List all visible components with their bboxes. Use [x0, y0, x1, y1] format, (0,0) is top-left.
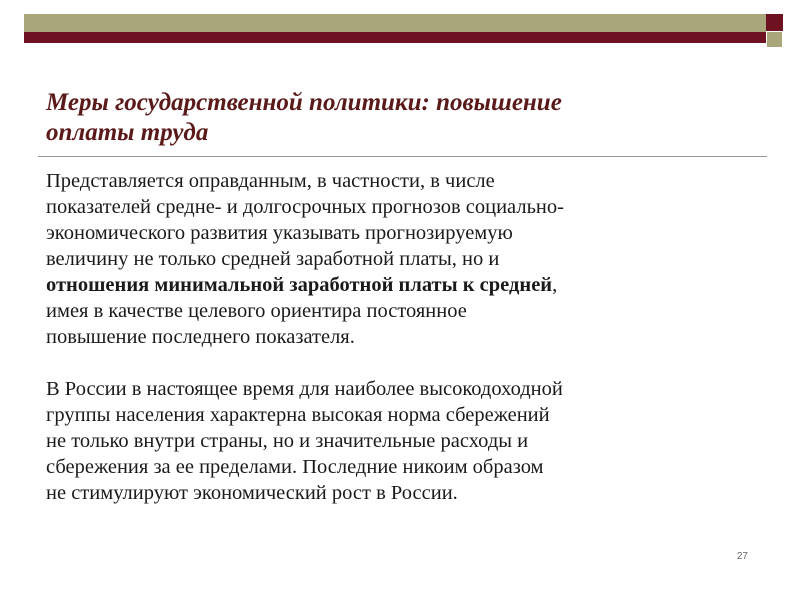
slide-title [46, 88, 746, 148]
p2-line: В России в настоящее время для наиболее высокодоходной [46, 378, 563, 400]
corner-square-maroon [766, 14, 783, 31]
emphasis-text: отношения минимальной заработной платы к средней [46, 274, 553, 296]
p1-line: экономического развития указывать прогнозируемую [46, 222, 513, 244]
p2-line: не только внутри страны, но и значительные расходы и [46, 430, 529, 452]
p2-line: не стимулируют экономический рост в России. [46, 482, 458, 504]
p1-line: Представляется оправданным, в частности, в числе [46, 170, 495, 192]
header-maroon-band [24, 32, 766, 43]
title-line-2: оплаты труда [46, 119, 209, 146]
paragraph-1 [46, 168, 746, 350]
paragraph-2 [46, 376, 746, 506]
p1-line: имея в качестве целевого ориентира постоянное [46, 300, 467, 322]
header-olive-band [24, 14, 766, 32]
p2-line: сбережения за ее пределами. Последние никоим образом [46, 456, 544, 478]
p1-line: показателей средне- и долгосрочных прогнозов социально- [46, 196, 564, 218]
slide-body [46, 168, 746, 506]
title-line-1: Меры государственной политики: повышение [46, 89, 562, 116]
p1-line-emphasis [46, 272, 746, 298]
page-number: 27 [736, 551, 748, 562]
title-divider [38, 156, 767, 157]
p2-line: группы населения характерна высокая норма сбережений [46, 404, 550, 426]
p1-line: величину не только средней заработной платы, но и [46, 248, 500, 270]
emphasis-tail: , [552, 274, 558, 296]
p1-line: повышение последнего показателя. [46, 326, 355, 348]
corner-square-olive [766, 31, 783, 48]
